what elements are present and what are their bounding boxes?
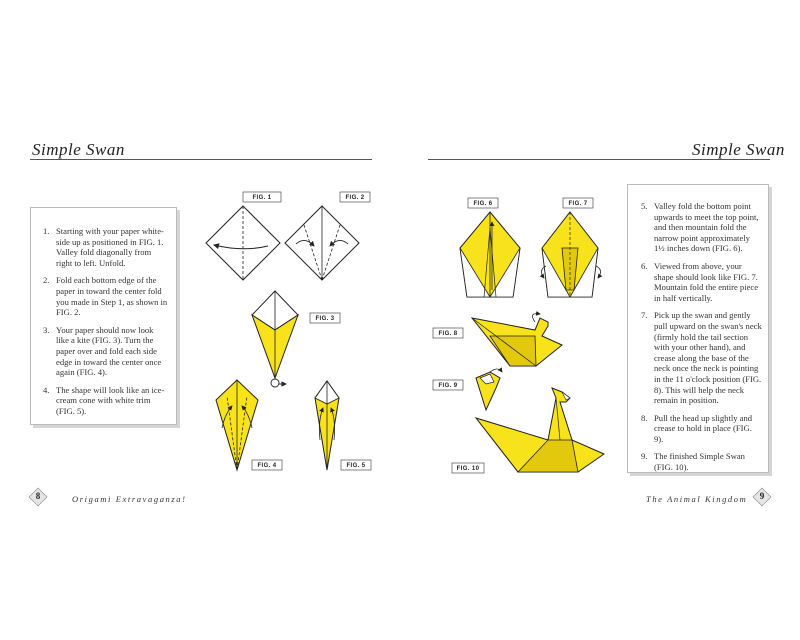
- fig-4-label: FIG. 4: [257, 463, 277, 469]
- fig-6-label: FIG. 6: [473, 201, 493, 207]
- right-figures: [400, 0, 630, 640]
- left-page-number: 8: [35, 491, 41, 501]
- fig-2-label: FIG. 2: [345, 195, 365, 201]
- fig-8-label: FIG. 8: [438, 331, 458, 337]
- step-item: 4. The shape will look like an ice-cream cone with white trim (FIG. 5).: [43, 384, 165, 416]
- fig-10-diagram: [452, 388, 604, 473]
- fig-8-diagram: [433, 314, 562, 366]
- step-item: 5. Valley fold the bottom point upwards to meet the top point, and then mountain fold the narrow point approximately 1½ inches down (FIG. 6).: [641, 201, 759, 254]
- step-item: 2. Fold each bottom edge of the paper in toward the center fold you made in Step 1, as shown in FIG. 2.: [43, 275, 168, 318]
- step-item: 9. The finished Simple Swan (FIG. 10).: [641, 451, 745, 473]
- fig-4-diagram: [216, 380, 282, 470]
- left-footer: Origami Extravaganza!: [72, 494, 187, 504]
- fig-3-diagram: [252, 291, 340, 387]
- fig-1-diagram: [206, 192, 281, 280]
- right-footer: The Animal Kingdom: [646, 494, 748, 504]
- step-item: 8. Pull the head up slightly and crease to hold in place (FIG. 9).: [641, 412, 753, 444]
- fig-10-label: FIG. 10: [456, 466, 480, 472]
- fig-9-diagram: [433, 369, 502, 410]
- right-page-number: 9: [759, 491, 765, 501]
- step-item: 7. Pick up the swan and gently pull upward on the swan's neck (firmly hold the tail section with your other hand), and crease along the base of the neck once the neck is pointing in the 11 o'clock position (FIG. 8). This will help the neck remain in position.: [641, 310, 762, 406]
- left-page-title: Simple Swan: [32, 140, 125, 159]
- step-item: 3. Your paper should now look like a kite (FIG. 3). Turn the paper over and fold each side edge in toward the center once again (FIG. 4).: [43, 324, 162, 378]
- fig-6-diagram: [460, 198, 520, 297]
- right-page-title: Simple Swan: [692, 140, 785, 159]
- fig-2-diagram: [285, 192, 370, 280]
- fig-3-label: FIG. 3: [315, 316, 335, 322]
- fig-1-label: FIG. 1: [252, 195, 272, 201]
- step-item: 1. Starting with your paper white-side up as positioned in FIG. 1. Valley fold diagonally from right to left. Unfold.: [43, 226, 164, 268]
- step-item: 6. Viewed from above, your shape should look like FIG. 7. Mountain fold the entire piece in half vertically.: [641, 260, 759, 303]
- fig-5-label: FIG. 5: [346, 463, 366, 469]
- fig-7-label: FIG. 7: [568, 201, 588, 207]
- fig-5-diagram: [315, 381, 371, 470]
- fig-9-label: FIG. 9: [438, 383, 458, 389]
- right-instructions-box: [627, 184, 769, 473]
- fig-7-diagram: [541, 198, 600, 297]
